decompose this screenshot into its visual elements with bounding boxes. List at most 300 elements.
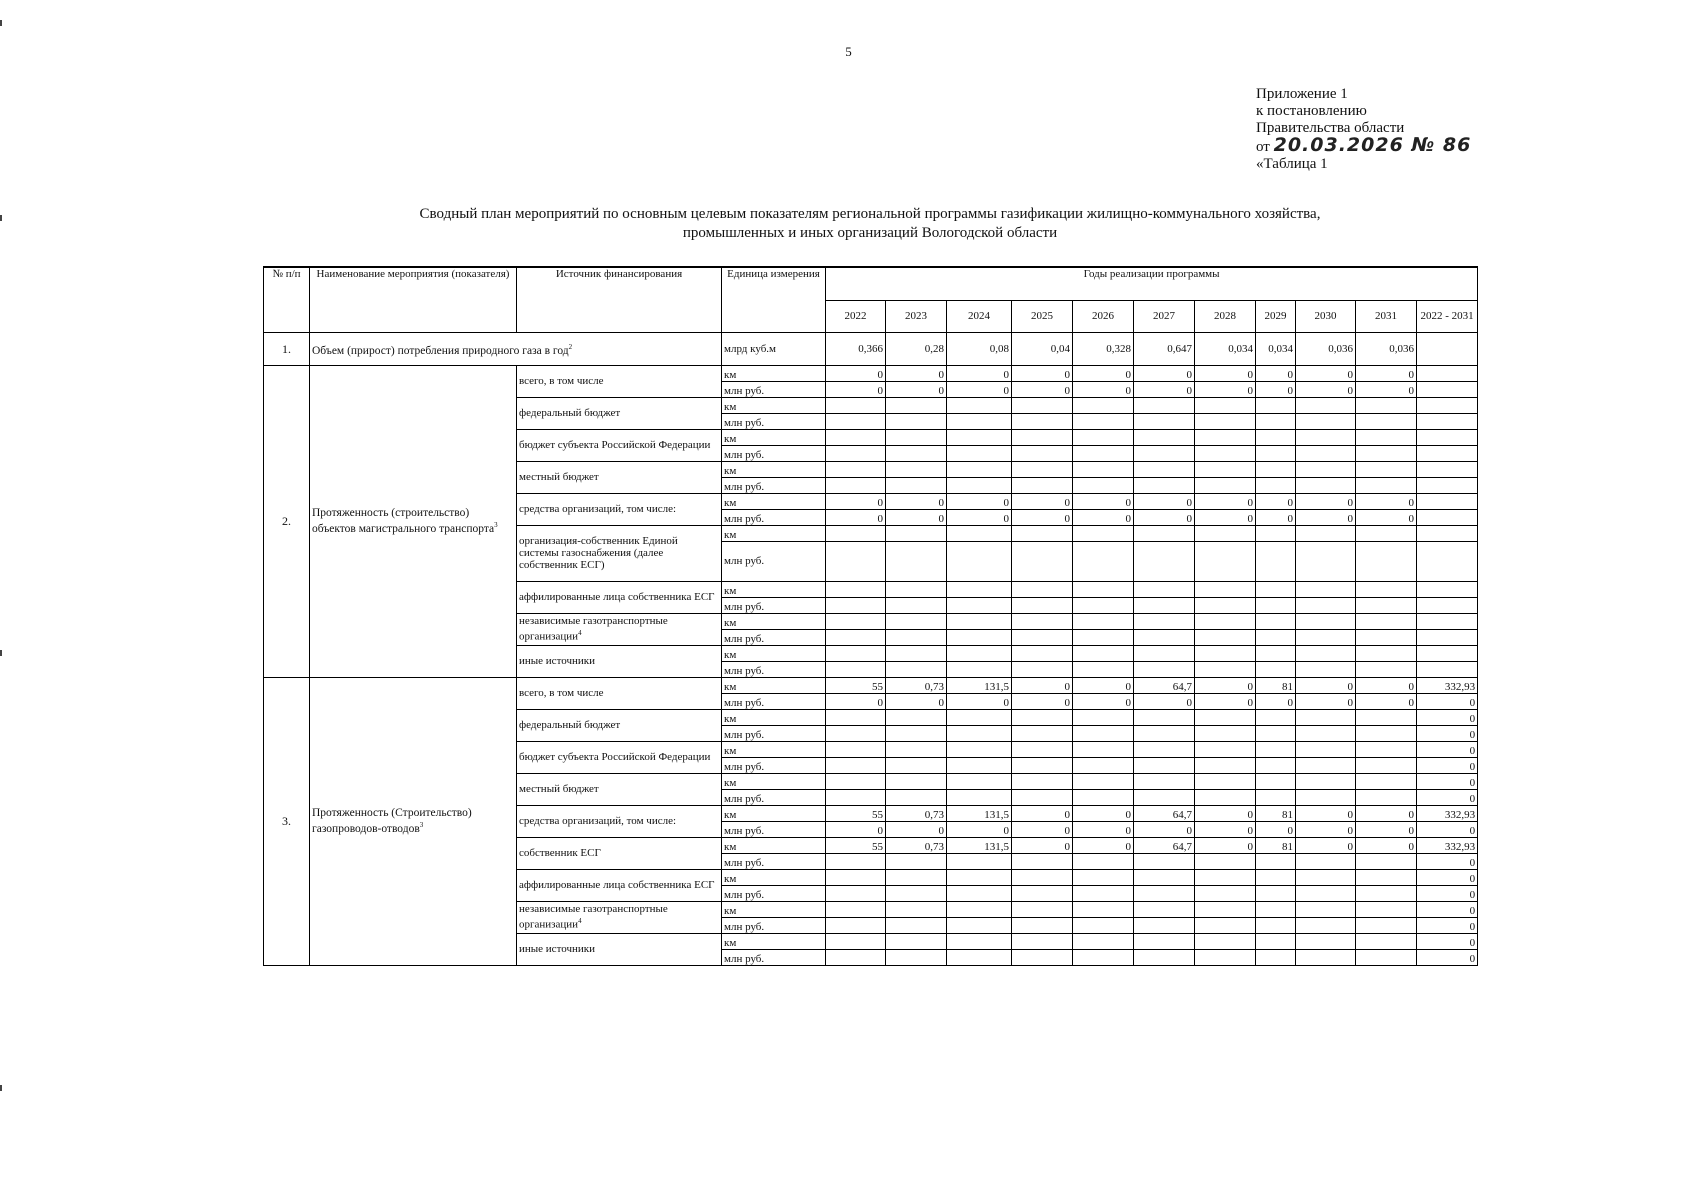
value-cell: [1296, 741, 1356, 757]
funding-source: [517, 741, 722, 773]
indicator-name: [310, 677, 517, 965]
value-cell: [1073, 773, 1134, 789]
value-cell: [1195, 725, 1256, 741]
unit-cell: км: [722, 525, 826, 541]
value-cell: [1417, 493, 1478, 509]
value-cell: [826, 933, 886, 949]
value-cell: 64,7: [1134, 837, 1195, 853]
row-number: 2.: [264, 365, 310, 677]
value-cell: 0: [1417, 917, 1478, 933]
value-cell: [1195, 741, 1256, 757]
value-cell: 0: [947, 381, 1012, 397]
value-cell: [947, 629, 1012, 645]
value-cell: [1012, 477, 1073, 493]
value-cell: 0: [1356, 821, 1417, 837]
value-cell: [1356, 757, 1417, 773]
value-cell: [1356, 645, 1417, 661]
appendix-block: [1256, 86, 1471, 173]
value-cell: [1073, 757, 1134, 773]
value-cell: 0: [1134, 821, 1195, 837]
value-cell: [826, 613, 886, 629]
value-cell: [1296, 789, 1356, 805]
value-cell: [947, 445, 1012, 461]
value-cell: [1417, 429, 1478, 445]
value-cell: 0: [1195, 837, 1256, 853]
value-cell: 0: [1417, 869, 1478, 885]
value-cell: [1296, 581, 1356, 597]
value-cell: [1073, 709, 1134, 725]
value-cell: [1012, 613, 1073, 629]
value-cell: [1417, 629, 1478, 645]
value-cell: 0: [1134, 509, 1195, 525]
value-cell: 0: [826, 693, 886, 709]
value-cell: 0: [1195, 693, 1256, 709]
funding-source: [517, 773, 722, 805]
funding-source-text: местный бюджет: [519, 783, 599, 795]
value-cell: [947, 597, 1012, 613]
header-no: № п/п: [264, 267, 310, 332]
header-year: 2022: [826, 300, 886, 332]
indicator-name-text: Объем (прирост) потребления природного газа в год: [312, 344, 569, 357]
indicator-name: [310, 332, 722, 365]
value-cell: [1256, 901, 1296, 917]
value-cell: 0: [1356, 837, 1417, 853]
value-cell: [1356, 581, 1417, 597]
value-cell: [1417, 541, 1478, 581]
value-cell: [1134, 709, 1195, 725]
value-cell: 0: [1296, 677, 1356, 693]
value-cell: [1195, 869, 1256, 885]
value-cell: [886, 525, 947, 541]
value-cell: [886, 949, 947, 965]
value-cell: 55: [826, 805, 886, 821]
funding-source-text: средства организаций, том числе:: [519, 815, 677, 827]
value-cell: [1073, 725, 1134, 741]
footnote-mark: 3: [419, 821, 424, 830]
value-cell: 0: [1296, 509, 1356, 525]
value-cell: [947, 645, 1012, 661]
unit-cell: км: [722, 709, 826, 725]
funding-source-text: бюджет субъекта Российской Федерации: [519, 439, 711, 451]
value-cell: [1417, 477, 1478, 493]
value-cell: [947, 541, 1012, 581]
value-cell: [1134, 853, 1195, 869]
value-cell: 0: [1073, 509, 1134, 525]
value-cell: [1296, 645, 1356, 661]
value-cell: [1296, 773, 1356, 789]
unit-cell: млн руб.: [722, 597, 826, 613]
value-cell: [1256, 773, 1296, 789]
unit-cell: км: [722, 493, 826, 509]
value-cell: [947, 477, 1012, 493]
appendix-line: «Таблица 1: [1256, 156, 1328, 172]
value-cell: [1134, 461, 1195, 477]
value-cell: 0: [1296, 821, 1356, 837]
value-cell: [1134, 581, 1195, 597]
value-cell: [826, 741, 886, 757]
value-cell: [1134, 477, 1195, 493]
scan-edge-mark: [0, 215, 2, 221]
value-cell: [1195, 661, 1256, 677]
funding-source-text: независимые газотранспортные организации: [519, 615, 668, 643]
value-cell: [1256, 445, 1296, 461]
header-unit: Единица измерения: [722, 267, 826, 332]
value-cell: [1356, 445, 1417, 461]
header-year: 2030: [1296, 300, 1356, 332]
value-cell: [1417, 397, 1478, 413]
header-year: 2025: [1012, 300, 1073, 332]
value-cell: 81: [1256, 805, 1296, 821]
value-cell: 0: [947, 493, 1012, 509]
value-cell: [886, 613, 947, 629]
value-cell: [1073, 661, 1134, 677]
value-cell: 0: [1073, 821, 1134, 837]
funding-source: [517, 461, 722, 493]
value-cell: [947, 461, 1012, 477]
value-cell: 0,036: [1296, 332, 1356, 365]
unit-cell: млн руб.: [722, 789, 826, 805]
value-cell: 0,28: [886, 332, 947, 365]
value-cell: [1134, 885, 1195, 901]
unit-cell: км: [722, 677, 826, 693]
value-cell: [1073, 741, 1134, 757]
value-cell: [1256, 597, 1296, 613]
value-cell: 0: [1073, 693, 1134, 709]
value-cell: [1417, 525, 1478, 541]
value-cell: [1256, 581, 1296, 597]
unit-cell: км: [722, 933, 826, 949]
value-cell: [1195, 429, 1256, 445]
value-cell: [1296, 949, 1356, 965]
unit-cell: км: [722, 837, 826, 853]
value-cell: [1134, 933, 1195, 949]
table-title-line: Сводный план мероприятий по основным целевым показателям региональной программы газификации жилищно-коммунального хозяйства,: [419, 206, 1321, 222]
value-cell: [1012, 869, 1073, 885]
value-cell: 0: [1012, 837, 1073, 853]
value-cell: [886, 709, 947, 725]
row-number: 1.: [264, 332, 310, 365]
value-cell: 0: [1256, 381, 1296, 397]
value-cell: [1296, 397, 1356, 413]
value-cell: [1195, 413, 1256, 429]
value-cell: [826, 917, 886, 933]
value-cell: [1256, 613, 1296, 629]
value-cell: 0: [1195, 677, 1256, 693]
table-title: [300, 205, 1440, 243]
value-cell: 0: [1012, 677, 1073, 693]
value-cell: [1195, 613, 1256, 629]
value-cell: [1195, 949, 1256, 965]
value-cell: [1296, 661, 1356, 677]
value-cell: [947, 789, 1012, 805]
value-cell: 0: [1296, 693, 1356, 709]
value-cell: [1195, 525, 1256, 541]
value-cell: [1296, 413, 1356, 429]
value-cell: [1012, 629, 1073, 645]
value-cell: 0,328: [1073, 332, 1134, 365]
header-name: Наименование мероприятия (показателя): [310, 267, 517, 332]
value-cell: 0: [1356, 493, 1417, 509]
value-cell: [1134, 397, 1195, 413]
handwritten-date-number: 20.03.2026 № 86: [1273, 134, 1472, 156]
unit-cell: км: [722, 397, 826, 413]
value-cell: [1012, 917, 1073, 933]
value-cell: [1356, 429, 1417, 445]
value-cell: [1195, 853, 1256, 869]
value-cell: 0: [1417, 725, 1478, 741]
appendix-date-prefix: от: [1256, 139, 1270, 155]
value-cell: 0: [947, 693, 1012, 709]
value-cell: [1356, 541, 1417, 581]
unit-cell: млн руб.: [722, 885, 826, 901]
value-cell: [1195, 709, 1256, 725]
value-cell: [1134, 741, 1195, 757]
value-cell: [1256, 541, 1296, 581]
value-cell: [1417, 597, 1478, 613]
value-cell: [1012, 581, 1073, 597]
value-cell: [1073, 917, 1134, 933]
value-cell: 0: [1012, 381, 1073, 397]
value-cell: [1195, 773, 1256, 789]
value-cell: [1134, 525, 1195, 541]
value-cell: [826, 477, 886, 493]
value-cell: 0: [1012, 821, 1073, 837]
funding-source: [517, 709, 722, 741]
value-cell: 0: [947, 509, 1012, 525]
value-cell: [1256, 949, 1296, 965]
value-cell: [1356, 773, 1417, 789]
unit-cell: млн руб.: [722, 949, 826, 965]
value-cell: 0: [1356, 381, 1417, 397]
value-cell: [1256, 429, 1296, 445]
value-cell: [1417, 332, 1478, 365]
unit-cell: км: [722, 461, 826, 477]
value-cell: [1012, 413, 1073, 429]
value-cell: [1134, 645, 1195, 661]
unit-cell: млн руб.: [722, 725, 826, 741]
table-row: [264, 677, 1478, 693]
funding-source: [517, 365, 722, 397]
value-cell: 0: [886, 493, 947, 509]
value-cell: [1417, 661, 1478, 677]
value-cell: [826, 789, 886, 805]
value-cell: [1256, 741, 1296, 757]
value-cell: 0: [886, 381, 947, 397]
value-cell: [1073, 541, 1134, 581]
value-cell: [886, 477, 947, 493]
value-cell: 332,93: [1417, 805, 1478, 821]
value-cell: [1073, 461, 1134, 477]
funding-source: [517, 837, 722, 869]
funding-source-text: бюджет субъекта Российской Федерации: [519, 751, 711, 763]
value-cell: [826, 581, 886, 597]
unit-cell: млн руб.: [722, 661, 826, 677]
value-cell: [1417, 645, 1478, 661]
value-cell: [1073, 869, 1134, 885]
value-cell: 55: [826, 837, 886, 853]
value-cell: [1195, 885, 1256, 901]
unit-cell: км: [722, 365, 826, 381]
value-cell: [1256, 525, 1296, 541]
value-cell: [1134, 629, 1195, 645]
value-cell: 0: [1417, 741, 1478, 757]
value-cell: 0,036: [1356, 332, 1417, 365]
value-cell: [1356, 661, 1417, 677]
value-cell: [1073, 901, 1134, 917]
value-cell: [826, 445, 886, 461]
value-cell: [1134, 541, 1195, 581]
table-title-line: промышленных и иных организаций Вологодской области: [682, 225, 1058, 241]
value-cell: 0: [1417, 693, 1478, 709]
value-cell: 0: [1134, 693, 1195, 709]
funding-source: [517, 493, 722, 525]
value-cell: [1417, 445, 1478, 461]
value-cell: 0: [1012, 693, 1073, 709]
value-cell: 0: [1417, 933, 1478, 949]
value-cell: 0: [1195, 365, 1256, 381]
unit-cell: км: [722, 805, 826, 821]
value-cell: 0: [1296, 365, 1356, 381]
value-cell: [1356, 709, 1417, 725]
value-cell: [1012, 901, 1073, 917]
value-cell: 0: [1256, 693, 1296, 709]
value-cell: [1134, 725, 1195, 741]
value-cell: [947, 397, 1012, 413]
value-cell: 0: [1073, 365, 1134, 381]
value-cell: [1073, 885, 1134, 901]
value-cell: [1356, 885, 1417, 901]
scan-edge-mark: [0, 20, 2, 26]
value-cell: 0: [1073, 805, 1134, 821]
value-cell: 0: [1012, 493, 1073, 509]
value-cell: [1356, 933, 1417, 949]
indicator-name: [310, 365, 517, 677]
value-cell: 0: [1073, 381, 1134, 397]
value-cell: [1012, 429, 1073, 445]
value-cell: [1356, 525, 1417, 541]
unit-cell: км: [722, 773, 826, 789]
value-cell: [1356, 869, 1417, 885]
value-cell: [1356, 789, 1417, 805]
value-cell: [1012, 709, 1073, 725]
value-cell: [886, 581, 947, 597]
value-cell: [1356, 413, 1417, 429]
footnote-mark: 4: [578, 629, 582, 638]
value-cell: [886, 789, 947, 805]
value-cell: 131,5: [947, 805, 1012, 821]
value-cell: [826, 949, 886, 965]
value-cell: [886, 773, 947, 789]
value-cell: [1134, 445, 1195, 461]
value-cell: [886, 869, 947, 885]
value-cell: [1195, 397, 1256, 413]
unit-cell: млн руб.: [722, 445, 826, 461]
value-cell: [886, 661, 947, 677]
header-year: 2024: [947, 300, 1012, 332]
value-cell: [826, 397, 886, 413]
indicator-name-text: Протяженность (строительство) объектов магистрального транспорта: [312, 507, 495, 535]
value-cell: 0: [1073, 493, 1134, 509]
value-cell: 64,7: [1134, 677, 1195, 693]
value-cell: [1195, 917, 1256, 933]
value-cell: 0: [886, 365, 947, 381]
value-cell: [1256, 397, 1296, 413]
unit-cell: км: [722, 581, 826, 597]
value-cell: [1356, 477, 1417, 493]
value-cell: [886, 933, 947, 949]
funding-source-text: иные источники: [519, 655, 595, 667]
table-row: [264, 365, 1478, 381]
funding-source: [517, 869, 722, 901]
funding-source-text: собственник ЕСГ: [519, 847, 601, 859]
value-cell: 0: [1012, 365, 1073, 381]
value-cell: [1134, 901, 1195, 917]
value-cell: 0: [1134, 365, 1195, 381]
value-cell: 0: [886, 509, 947, 525]
value-cell: [1012, 741, 1073, 757]
value-cell: 81: [1256, 837, 1296, 853]
value-cell: [1296, 629, 1356, 645]
value-cell: [1073, 581, 1134, 597]
value-cell: [826, 525, 886, 541]
value-cell: [947, 725, 1012, 741]
funding-source: [517, 613, 722, 645]
header-year: 2031: [1356, 300, 1417, 332]
value-cell: [947, 661, 1012, 677]
value-cell: 332,93: [1417, 837, 1478, 853]
value-cell: [826, 885, 886, 901]
value-cell: [1134, 597, 1195, 613]
value-cell: [1012, 933, 1073, 949]
value-cell: 0: [1356, 365, 1417, 381]
value-cell: [1012, 597, 1073, 613]
value-cell: [947, 933, 1012, 949]
value-cell: [1296, 757, 1356, 773]
value-cell: [1073, 397, 1134, 413]
value-cell: 0,034: [1256, 332, 1296, 365]
value-cell: [886, 885, 947, 901]
value-cell: [947, 613, 1012, 629]
value-cell: [1356, 397, 1417, 413]
funding-source-text: аффилированные лица собственника ЕСГ: [519, 879, 715, 891]
value-cell: [826, 725, 886, 741]
value-cell: [1012, 645, 1073, 661]
value-cell: [1073, 645, 1134, 661]
value-cell: [1356, 461, 1417, 477]
value-cell: 0: [826, 821, 886, 837]
value-cell: 0: [1134, 381, 1195, 397]
value-cell: [1195, 581, 1256, 597]
value-cell: [1296, 869, 1356, 885]
value-cell: [1134, 757, 1195, 773]
unit-cell: млн руб.: [722, 629, 826, 645]
value-cell: [1195, 445, 1256, 461]
unit-cell: млн руб.: [722, 757, 826, 773]
value-cell: [1073, 413, 1134, 429]
value-cell: 64,7: [1134, 805, 1195, 821]
value-cell: [1296, 541, 1356, 581]
value-cell: 0: [1356, 805, 1417, 821]
value-cell: [1012, 397, 1073, 413]
value-cell: 0: [826, 381, 886, 397]
value-cell: 0: [1417, 901, 1478, 917]
value-cell: [1417, 581, 1478, 597]
indicator-name-text: Протяженность (Строительство) газопроводов-отводов: [312, 807, 472, 835]
value-cell: [1256, 725, 1296, 741]
value-cell: 0: [1356, 693, 1417, 709]
value-cell: 81: [1256, 677, 1296, 693]
value-cell: [947, 757, 1012, 773]
